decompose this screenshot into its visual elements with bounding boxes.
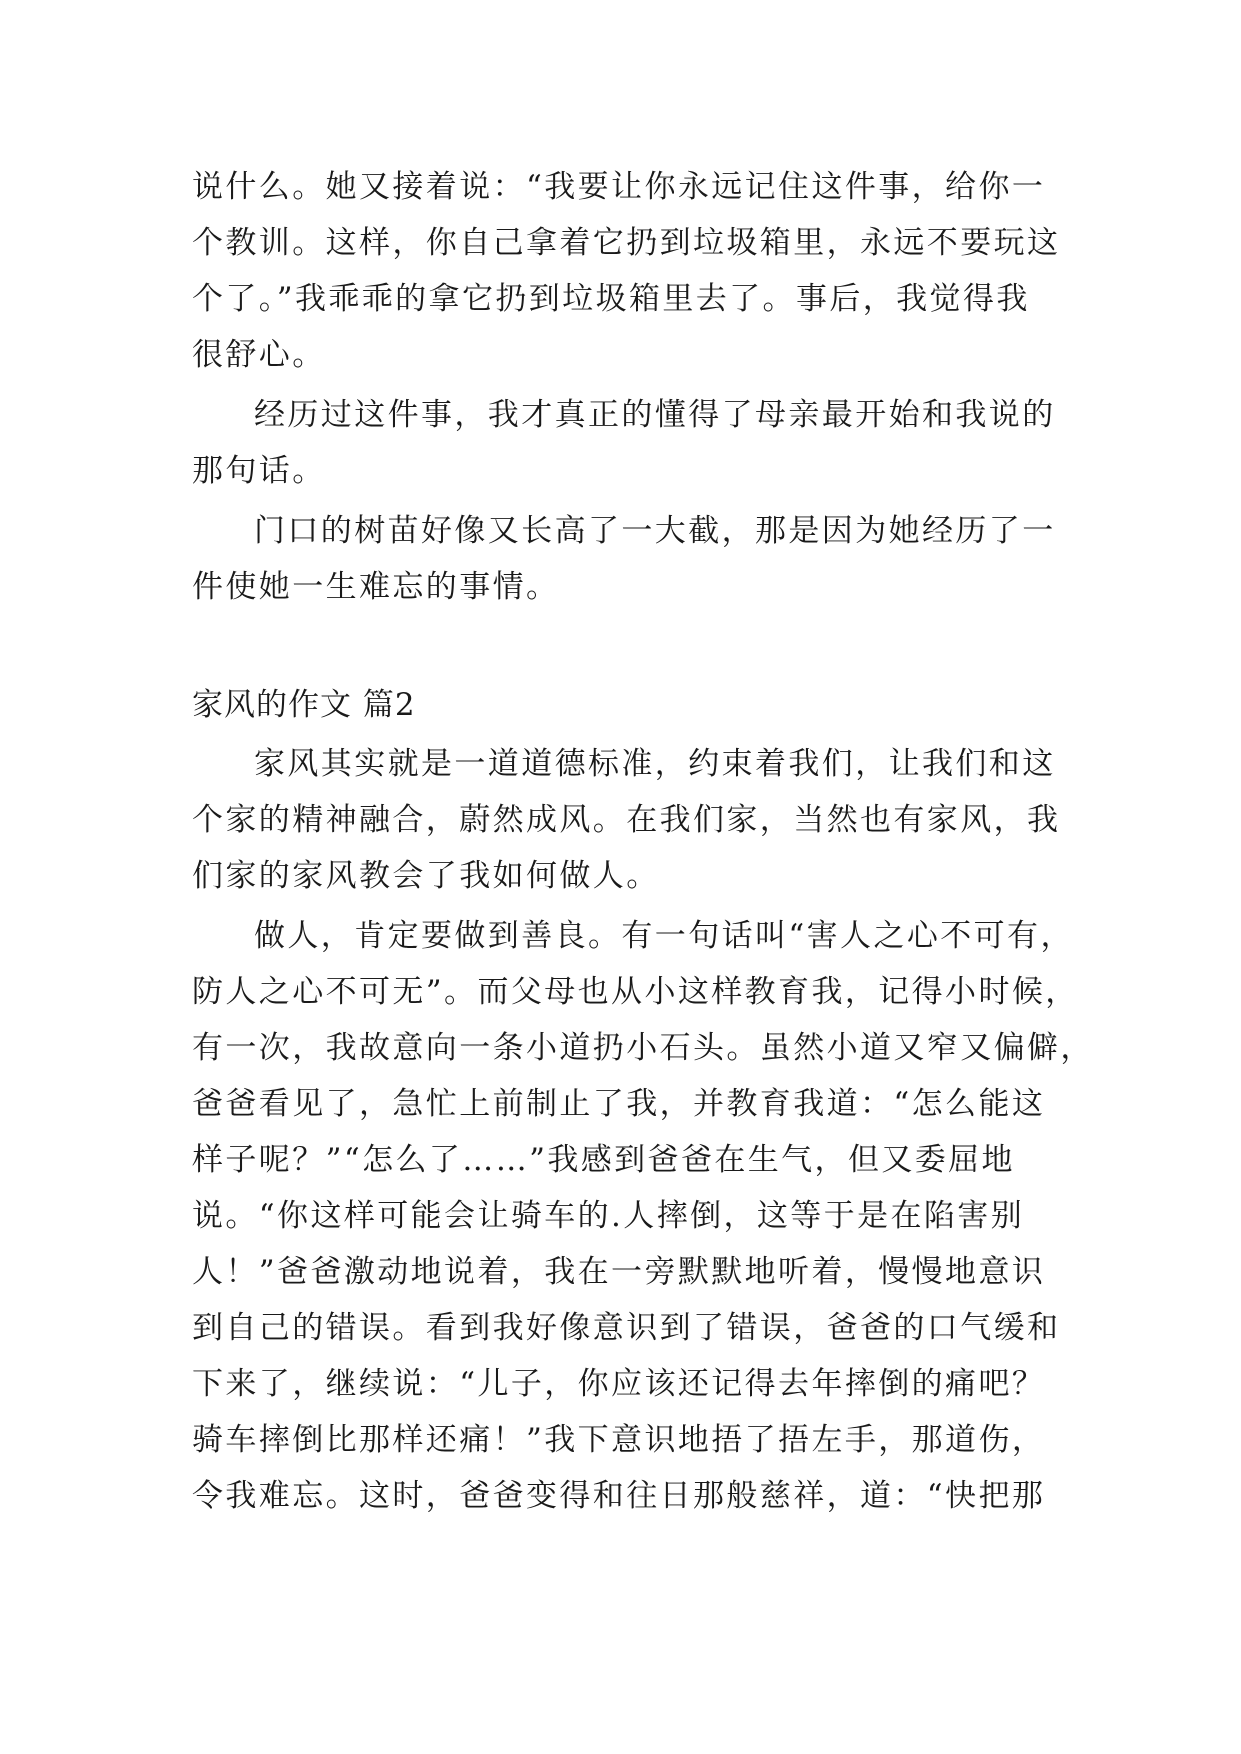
paragraph-line: 爸爸看见了，急忙上前制止了我，并教育我道：“怎么能这 xyxy=(192,1086,1046,1122)
paragraph-line: 很舒心。 xyxy=(192,337,326,373)
paragraph-line: 做人，肯定要做到善良。有一句话叫“害人之心不可有， xyxy=(254,918,1074,954)
paragraph-line: 那句话。 xyxy=(192,453,326,489)
paragraph-line: 令我难忘。这时，爸爸变得和往日那般慈祥，道：“快把那 xyxy=(192,1478,1046,1514)
paragraph-line: 说什么。她又接着说：“我要让你永远记住这件事，给你一 xyxy=(192,169,1046,205)
paragraph-line: 件使她一生难忘的事情。 xyxy=(192,569,560,605)
paragraph-line: 防人之心不可无”。而父母也从小这样教育我，记得小时候， xyxy=(192,974,1079,1010)
paragraph-line: 人！”爸爸激动地说着，我在一旁默默地听着，慢慢地意识 xyxy=(192,1254,1046,1290)
paragraph-line: 个教训。这样，你自己拿着它扔到垃圾箱里，永远不要玩这 xyxy=(192,225,1061,261)
paragraph-line: 骑车摔倒比那样还痛！”我下意识地捂了捂左手，那道伤， xyxy=(192,1422,1046,1458)
paragraph-line: 到自己的错误。看到我好像意识到了错误，爸爸的口气缓和 xyxy=(192,1310,1061,1346)
paragraph-line: 有一次，我故意向一条小道扔小石头。虽然小道又窄又偏僻， xyxy=(192,1030,1094,1066)
paragraph-line: 个了。”我乖乖的拿它扔到垃圾箱里去了。事后，我觉得我 xyxy=(192,281,1030,317)
paragraph-line: 家风其实就是一道道德标准，约束着我们，让我们和这 xyxy=(254,746,1056,782)
paragraph-line: 门口的树苗好像又长高了一大截，那是因为她经历了一 xyxy=(254,513,1056,549)
paragraph-line: 下来了，继续说：“儿子，你应该还记得去年摔倒的痛吧？ xyxy=(192,1366,1046,1402)
section-heading: 家风的作文 篇2 xyxy=(192,687,416,723)
paragraph-line: 样子呢？”“怎么了……”我感到爸爸在生气，但又委屈地 xyxy=(192,1142,1015,1178)
paragraph-line: 们家的家风教会了我如何做人。 xyxy=(192,858,660,894)
paragraph-line: 个家的精神融合，蔚然成风。在我们家，当然也有家风，我 xyxy=(192,802,1061,838)
paragraph-line: 说。“你这样可能会让骑车的.人摔倒，这等于是在陷害别 xyxy=(192,1198,1025,1234)
paragraph-line: 经历过这件事，我才真正的懂得了母亲最开始和我说的 xyxy=(254,397,1056,433)
